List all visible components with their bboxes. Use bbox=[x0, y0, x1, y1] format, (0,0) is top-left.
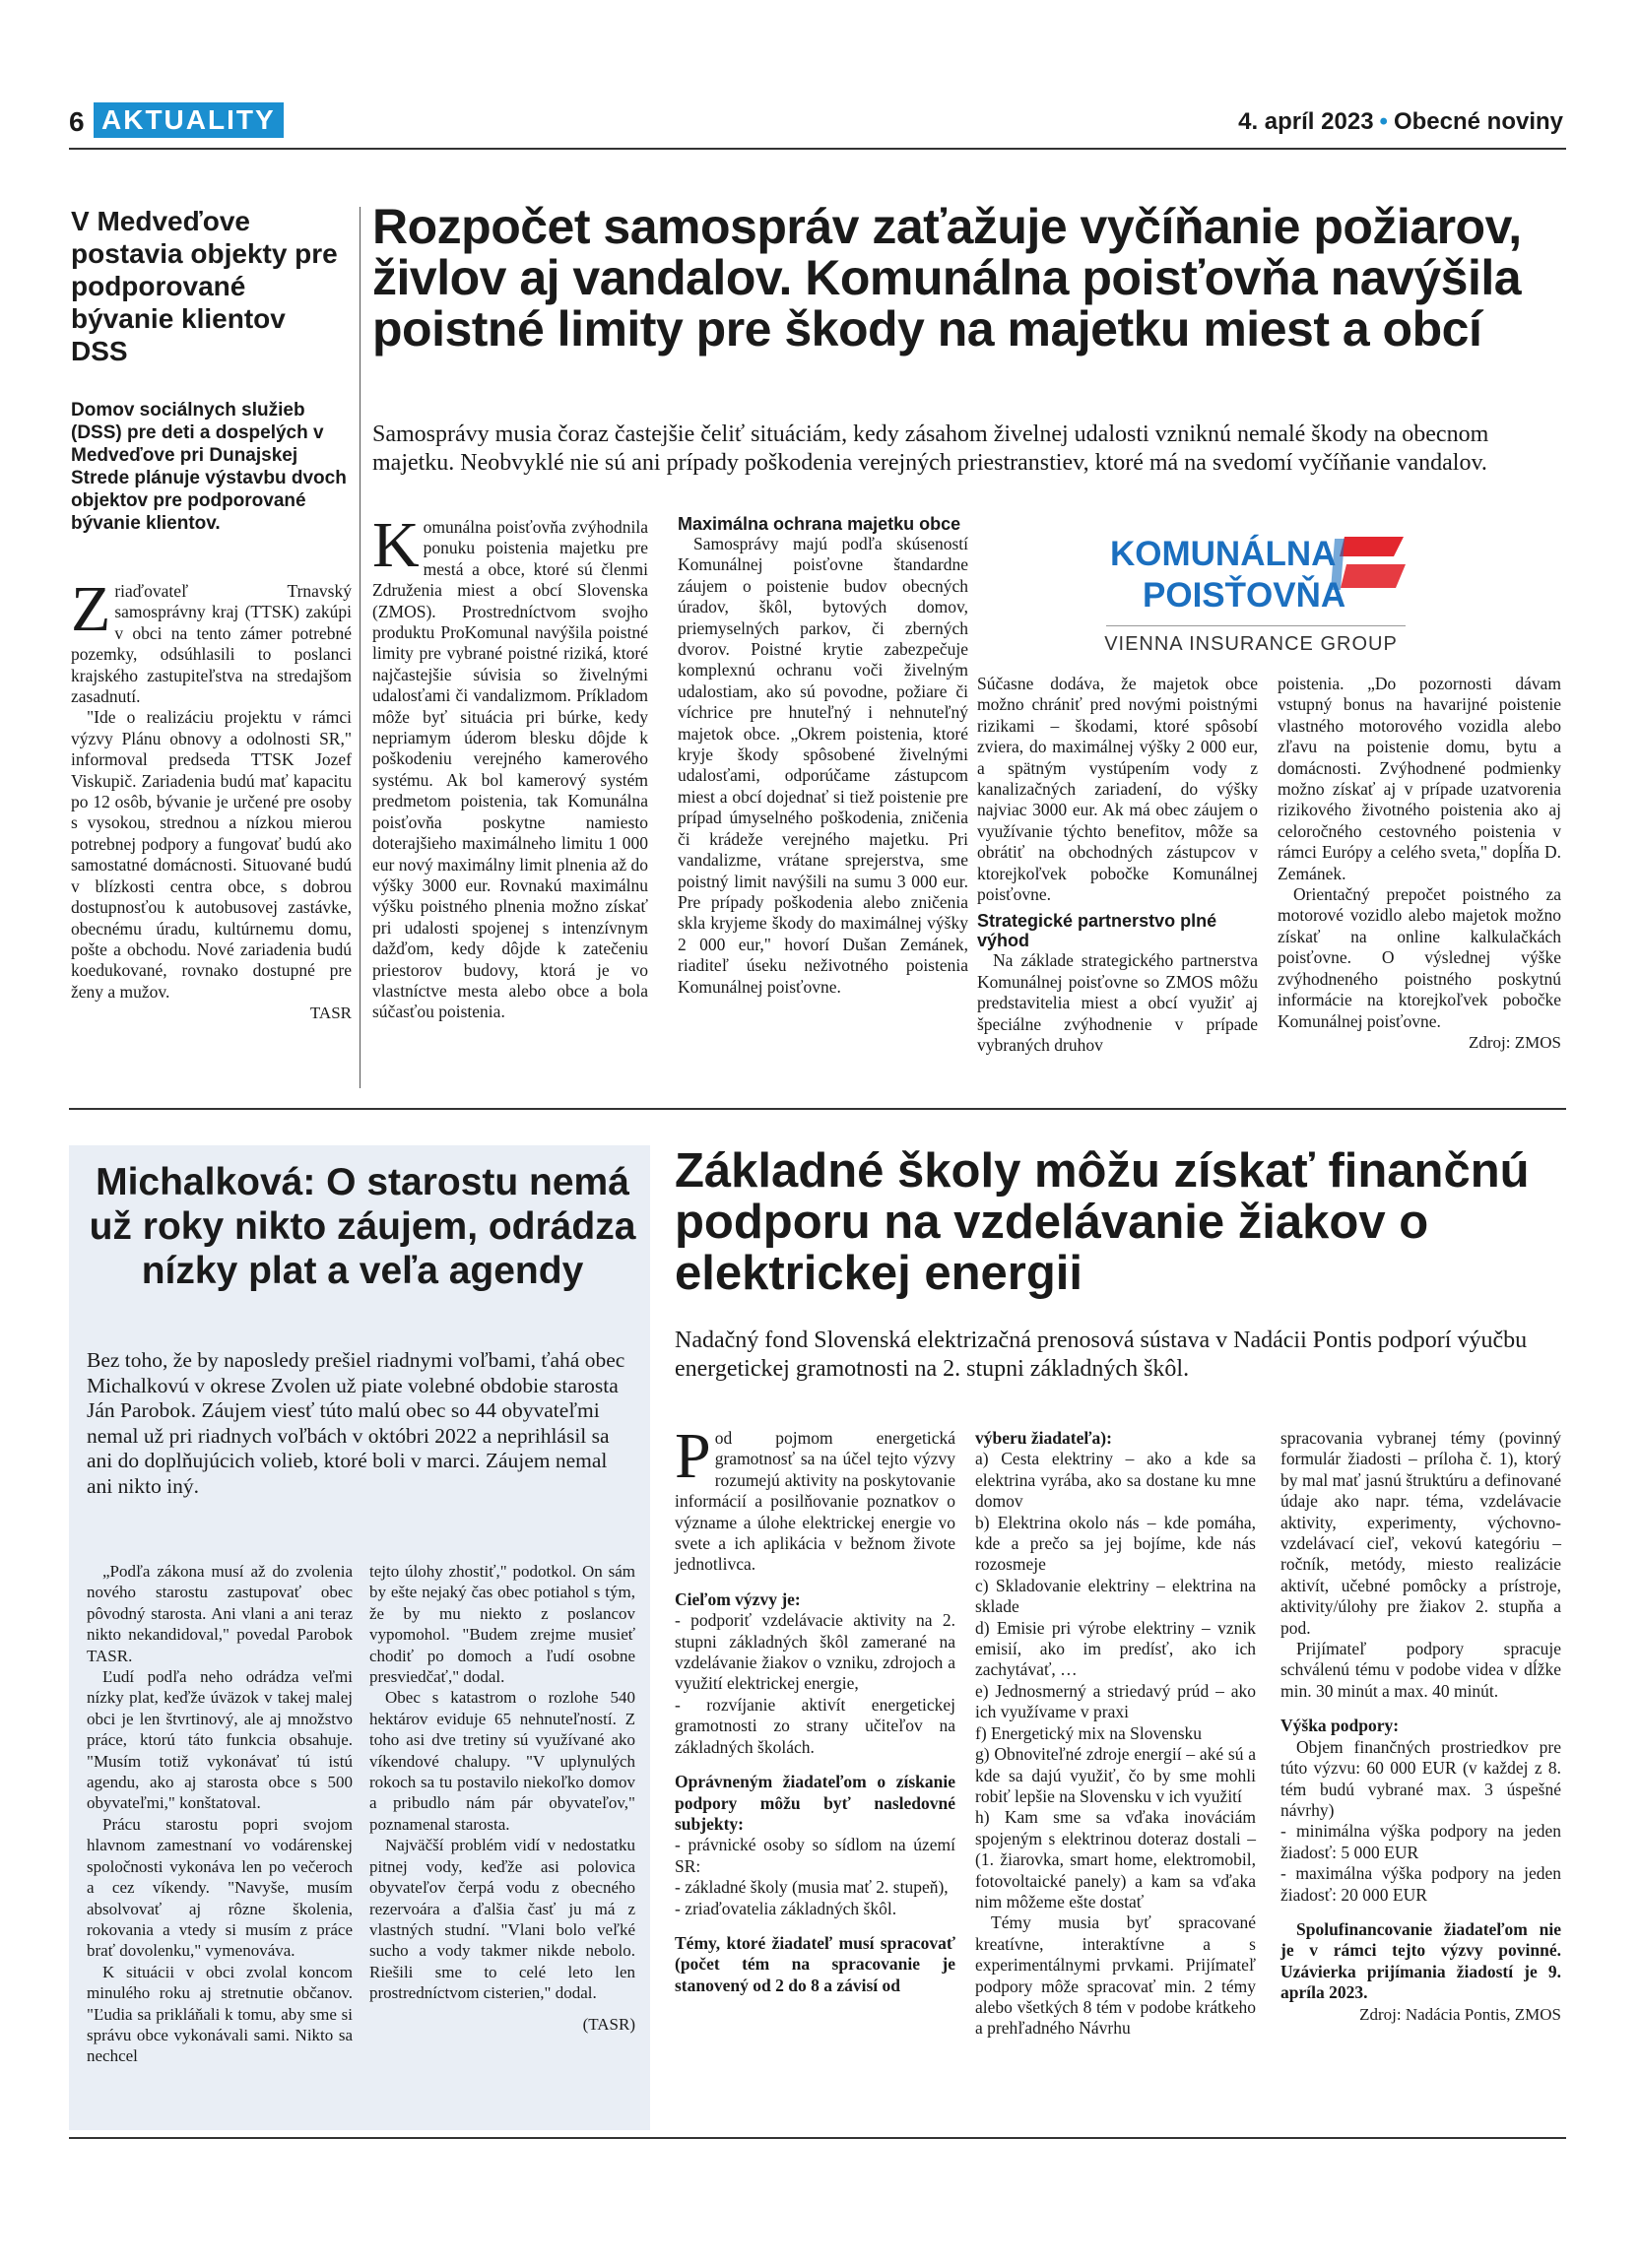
school-article-lead: Nadačný fond Slovenská elektrizačná prenosová sústava v Nadácii Pontis podporí výučbu energetickej gramotnosti na 2. stupni základných škôl. bbox=[675, 1328, 1528, 1382]
school-article-title: Základné školy môžu získať finančnú podporu na vzdelávanie žiakov o elektrickej energii bbox=[675, 1144, 1530, 1300]
section-label: AKTUALITY bbox=[94, 102, 284, 138]
school-article-paragraph: Prijímateľ podpory spracuje schválenú tému v podobe videa v dĺžke min. 30 minút a max. 40 minút. bbox=[1280, 1639, 1561, 1701]
side-article-lead: Domov sociálnych služieb (DSS) pre deti a dospelých v Medveďove pri Dunajskej Strede plánuje výstavbu dvoch objektov pre podporované bývanie klientov. bbox=[71, 400, 347, 534]
top-rule bbox=[69, 148, 1566, 150]
logo-text-2: POISŤOVŇA bbox=[1143, 576, 1346, 615]
separator-dot: • bbox=[1379, 108, 1388, 135]
column-divider bbox=[360, 207, 361, 1088]
main-article-paragraph: Samosprávy majú podľa skúseností Komunálnej poisťovne štandardne záujem o poistenie budov obecných úradov, škôl, bytových domov, priemyselných parkov, či zberných dvorov. Poistné krytie zabezpečuje komplexnú ochranu voči živelným udalostiam, ako sú povodne, požiare či víchrice pre hnuteľný i nehnuteľný majetok obce. „Okrem poistenia, ktoré kryje škody spôsobené živelnými udalosťami, odporúčame zástupcom miest a obcí dojednať si tiež poistenie pre prípad úmyselného poškodenia, zničenia či krádeže verejného majetku. Pri vandalizme, vrátane sprejerstva, sme poistný limit navýšili na sumu 3 000 eur. Pre prípady poškodenia alebo zničenia skla kryjeme škody do maximálnej výšky 2 000 eur," hovorí Dušan Zemánek, riaditeľ úseku neživotného poistenia Komunálnej poisťovne. bbox=[678, 534, 968, 997]
box-article-paragraph: Ľudí podľa neho odrádza veľmi nízky plat, keďže úväzok v takej malej obci je len štvrtinový, ale aj množstvo práce, ktorú táto funkcia obsahuje. "Musím totiž vykonávať tú istú agendu, ako aj starosta obce s 500 obyvateľmi," konštatoval. bbox=[87, 1667, 353, 1813]
bottom-rule bbox=[69, 2137, 1566, 2139]
subheading: Maximálna ochrana majetku obce bbox=[678, 514, 961, 534]
list-item: - právnické osoby so sídlom na území SR: bbox=[675, 1835, 955, 1876]
publication-name: Obecné noviny bbox=[1393, 108, 1563, 135]
side-article-body bbox=[71, 573, 352, 1024]
list-item: h) Kam sme sa vďaka inováciám spojeným s elektrinou doteraz dostali – (1. žiarovka, smart home, elektromobil, fotovoltaické panely) a kam sa vďaka nim môžeme ešte dostať bbox=[975, 1807, 1256, 1912]
main-article-paragraph: Orientačný prepočet poistného za motorové vozidlo alebo majetok možno získať na online kalkulačkách poisťovne. O výslednej výške zvýhodneného poistného poskytnú informácie na ktorejkoľvek pobočke Komunálnej poisťovne. bbox=[1278, 884, 1561, 1031]
list-item: - minimálna výška podpory na jeden žiadosť: 5 000 EUR bbox=[1280, 1821, 1561, 1862]
box-article-col1 bbox=[87, 1561, 353, 2067]
list-item: d) Emisie pri výrobe elektriny – vznik emisií, ako im predísť, ako ich zachytávať, … bbox=[975, 1617, 1256, 1680]
side-article-title: V Medveďove postavia objekty pre podporované bývanie klientov DSS bbox=[71, 206, 338, 366]
list-item: - maximálna výška podpory na jeden žiadosť: 20 000 EUR bbox=[1280, 1863, 1561, 1905]
side-article-paragraph: Zriaďovateľ Trnavský samosprávny kraj (TTSK) zakúpi v obci na tento zámer potrebné pozemky, odsúhlasili to poslanci krajského zastupiteľstva na stredajšom zasadnutí. bbox=[71, 573, 352, 707]
bold-note: Spolufinancovanie žiadateľom nie je v rámci tejto výzvy povinné. Uzávierka prijímania žiadostí je 9. apríla 2023. bbox=[1280, 1918, 1561, 2003]
issue-date: 4. apríl 2023 bbox=[1238, 108, 1374, 135]
school-article-col3 bbox=[1280, 1428, 1561, 2025]
list-item: g) Obnoviteľné zdroje energií – aké sú a kde sa dajú využiť, čo by sme mohli robiť lepšie na Slovensku v ich využití bbox=[975, 1744, 1256, 1806]
main-article-signature: Zdroj: ZMOS bbox=[1469, 1032, 1561, 1052]
box-article-paragraph: tejto úlohy zhostiť," podotkol. On sám by ešte nejaký čas obec potiahol s tým, že by mu niekto z poslancov vypomohol. "Budem zrejme musieť chodiť po domoch a ľudí osobne presviedčať," dodal. bbox=[369, 1562, 635, 1687]
logo-text-3: VIENNA INSURANCE GROUP bbox=[1104, 633, 1398, 655]
school-article-col2 bbox=[975, 1428, 1256, 2040]
list-item: a) Cesta elektriny – ako a kde sa elektrina vyrába, ako sa dostane ku mne domov bbox=[975, 1449, 1256, 1512]
list-item: - zriaďovatelia základných škôl. bbox=[675, 1898, 897, 1918]
box-article-paragraph: K situácii v obci zvolal koncom minulého roku aj stretnutie občanov. "Ľudia sa prikláňali k tomu, aby sme si správu obce vykonávali sami. Nikto sa nechcel bbox=[87, 1962, 353, 2066]
list-heading: Výška podpory: bbox=[1280, 1716, 1400, 1736]
school-article-signature: Zdroj: Nadácia Pontis, ZMOS bbox=[1359, 2004, 1561, 2024]
drop-cap: Z bbox=[71, 573, 111, 645]
middle-rule bbox=[69, 1108, 1566, 1110]
list-item: f) Energetický mix na Slovensku bbox=[975, 1722, 1203, 1743]
main-article-col1: Komunálna poisťovňa zvýhodnila ponuku poistenia majetku pre mestá a obce, ktoré sú členmi Združenia miest a obcí Slovenska (ZMOS). Prostredníctvom svojho produktu ProKomunal navýšila poistné limity pre vybrané poistné riziká, ktoré najčastejšie súvisia so živelnými udalosťami či vandalizmom. Príkladom môže byť situácia pri búrke, kedy nepriamym úderom blesku dôjde k poškodeniu verejného kamerového systému. Ak bol kamerový systém predmetom poistenia, tak Komunálna poisťovňa poskytne namiesto doterajšieho maximálneho limitu 1 000 eur nový maximálny limit plnenia až do výšky 3000 eur. Rovnakú maximálnu výšku poistného plnenia možno získať pri udalosti spojenej s intenzívnym dažďom, kedy dôjde k zatečeniu priestorov budovy, ktorá je vo vlastníctve mesta alebo obce a bola súčasťou poistenia. bbox=[372, 509, 648, 1022]
list-heading: Témy, ktoré žiadateľ musí spracovať (počet tém na spracovanie je stanovený od 2 do 8 a závisí od bbox=[675, 1932, 955, 1995]
main-article-paragraph: Na základe strategického partnerstva Komunálnej poisťovne so ZMOS môžu predstavitelia miest a obcí využiť aj špeciálne zvýhodnenie v prípade vybraných druhov bbox=[977, 950, 1258, 1056]
list-item: - základné školy (musia mať 2. stupeň), bbox=[675, 1877, 949, 1898]
box-article-signature: (TASR) bbox=[582, 2014, 635, 2034]
school-article-paragraph: Objem finančných prostriedkov pre túto výzvu: 60 000 EUR (v každej z 8. tém budú vybrané max. 3 úspešné návrhy) bbox=[1280, 1736, 1561, 1820]
logo-text-1: KOMUNÁLNA bbox=[1110, 535, 1337, 573]
list-item: - rozvíjanie aktivít energetickej gramotnosti zo strany učiteľov na základných školách. bbox=[675, 1694, 955, 1757]
list-item: - podporiť vzdelávacie aktivity na 2. stupni základných škôl zamerané na vzdelávanie žiakov o vzniku, zdrojoch a využití elektrickej energie, bbox=[675, 1610, 955, 1694]
school-article-paragraph: spracovania vybranej témy (povinný formulár žiadosti – príloha č. 1), ktorý by mal mať jasnú štruktúru a definované údaje ako napr. téma, vzdelávacie aktivity, experimenty, výchovno-vzdelávací cieľ, vekovú kategóriu – ročník, metódy, miesto realizácie aktivít, učebné pomôcky a prístroje, aktivity/úlohy pre žiakov 2. stupňa a pod. bbox=[1280, 1428, 1561, 1638]
dateline bbox=[1238, 108, 1563, 136]
box-article-paragraph: Prácu starostu popri svojom hlavnom zamestnaní vo vodárenskej spoločnosti vykonáva len po večeroch a cez víkendy. "Navyše, musím absolvovať aj rôzne školenia, rokovania a vtedy si musím z práce brať dovolenku," vymenováva. bbox=[87, 1814, 353, 1961]
list-item: e) Jednosmerný a striedavý prúd – ako ich využívame v praxi bbox=[975, 1680, 1256, 1722]
main-article-lead: Samosprávy musia čoraz častejšie čeliť situáciám, kedy zásahom živelnej udalosti vzniknú nemalé škody na obecnom majetku. Neobvyklé nie sú ani prípady poškodenia verejných priestranstiev, ktoré má na svedomí vyčíňanie vandalov. bbox=[372, 421, 1489, 476]
school-article-paragraph: Témy musia byť spracované kreatívne, interaktívne a s experimentálnymi prvkami. Prijímateľ podpory môže spracovať min. 2 témy alebo všetkých 8 tém v podobe krátkeho a prehľadného Návrhu bbox=[975, 1912, 1256, 2039]
main-article-paragraph: Súčasne dodáva, že majetok obce možno chrániť pred novými poistnými rizikami – škodami, ktoré spôsobí zviera, do maximálnej výšky 2 000 eur, a spätným vystúpením vody z kanalizačných zariadení, do výšky najviac 3000 eur. Ak má obec záujem o využívanie týchto benefitov, môže sa obrátiť na obchodných zástupcov v ktorejkoľvek pobočke Komunálnej poisťovne. bbox=[977, 674, 1258, 905]
list-item: c) Skladovanie elektriny – elektrina na sklade bbox=[975, 1575, 1256, 1617]
list-item: b) Elektrina okolo nás – kde pomáha, kde a prečo sa jej bojíme, kde nás rozosmeje bbox=[975, 1512, 1256, 1575]
box-article-paragraph: „Podľa zákona musí až do zvolenia nového starostu zastupovať obec pôvodný starosta. Ani vlani a ani teraz nikto nekandidoval," povedal Parobok TASR. bbox=[87, 1562, 353, 1665]
drop-cap: P bbox=[675, 1420, 711, 1492]
main-article-paragraph: poistenia. „Do pozornosti dávam vstupný bonus na havarijné poistenie vlastného motorového vozidla alebo zľavu na poistenie domu, bytu a domácnosti. Zvýhodnené podmienky možno získať aj v prípade uzatvorenia rizikového životného poistenia ako aj celoročného cestovného poistenia v rámci Európy a celého sveta," dopĺňa D. Zemánek. bbox=[1278, 674, 1561, 883]
logo-divider bbox=[1106, 625, 1406, 626]
side-article-paragraph: "Ide o realizáciu projektu v rámci výzvy Plánu obnovy a odolnosti SR," informoval predseda TTSK Jozef Viskupič. Zariadenia budú mať kapacitu po 12 osôb, bývanie je určené pre osoby s vysokou, strednou a nízkou mierou potrebnej podpory a fungovať budú ako samostatné domácnosti. Situované budú v blízkosti centra obce, s dobrou dostupnosťou k autobusovej zastávke, obecnému úradu, kultúrnemu domu, pošte a obchodu. Nové zariadenia budú koedukované, rovnako dostupné pre ženy a mužov. bbox=[71, 707, 352, 1002]
page-number: 6 bbox=[69, 106, 85, 137]
box-article-col2 bbox=[369, 1561, 635, 2035]
drop-cap: K bbox=[372, 509, 420, 581]
main-article-title: Rozpočet samospráv zaťažuje vyčíňanie požiarov, živlov aj vandalov. Komunálna poisťovňa navýšila poistné limity pre škody na majetku miest a obcí bbox=[372, 199, 1522, 356]
side-article-signature: TASR bbox=[309, 1004, 352, 1023]
main-article-col4 bbox=[1278, 674, 1561, 1053]
main-article-col2 bbox=[678, 514, 968, 998]
komunalna-poistovna-logo bbox=[1098, 517, 1423, 665]
school-article-col1: Pod pojmom energetická gramotnosť sa na účel tejto výzvy rozumejú aktivity na poskytovanie informácií a posilňovanie poznatkov o význame a úlohe elektrickej energie vo svete a ich aplikácia v bežnom živote jednotlivca. Cieľom výzvy je: - podporiť vzdelávacie aktivity na 2. stupni základných škôl zamerané na vzdelávanie žiakov o vzniku, zdrojoch a využití elektrickej energie, - rozvíjanie aktivít energetickej gramotnosti zo strany učiteľov na základných školách. Oprávneným žiadateľom o získanie podpory môžu byť nasledovné subjekty: - právnické osoby so sídlom na území SR: - základné školy (musia mať 2. stupeň), - zriaďovatelia základných škôl. Témy, ktoré žiadateľ musí spracovať (počet tém na spracovanie je stanovený od 2 do 8 a závisí od bbox=[675, 1420, 955, 1995]
box-article-title: Michalková: O starostu nemá už roky nikto záujem, odrádza nízky plat a veľa agendy bbox=[89, 1161, 636, 1292]
box-article-paragraph: Obec s katastrom o rozlohe 540 hektárov eviduje 65 nehnuteľností. Z toho asi dve tretiny sú využívané ako víkendové chalupy. "V uplynulých rokoch sa tu postavilo niekoľko domov a pribudlo nám pár obyvateľov," poznamenal starosta. bbox=[369, 1688, 635, 1834]
box-article-lead: Bez toho, že by naposledy prešiel riadnymi voľbami, ťahá obec Michalkovú v okrese Zvolen už piate volebné obdobie starosta Ján Parobok. Záujem viesť túto malú obec so 44 obyvateľmi nemal už pri riadnych voľbách v októbri 2022 a neprihlásil sa ani do doplňujúcich volieb, ktoré boli v marci. Záujem nemal ani nikto iný. bbox=[87, 1348, 625, 1498]
subheading: Strategické partnerstvo plné výhod bbox=[977, 911, 1217, 951]
list-heading: Oprávneným žiadateľom o získanie podpory môžu byť nasledovné subjekty: bbox=[675, 1772, 955, 1834]
box-article-paragraph: Najväčší problém vidí v nedostatku pitnej vody, keďže asi polovica obyvateľov čerpá vodu z obecného rezervoára a ďalšia časť ju má z vlastných studní. "Vlani bolo veľké sucho a vody takmer nikde nebolo. Riešili sme to celé leto len prostredníctvom cisterien," dodal. bbox=[369, 1836, 635, 2003]
list-heading: Cieľom výzvy je: bbox=[675, 1588, 801, 1609]
main-article-col3 bbox=[977, 674, 1258, 1057]
list-heading: výberu žiadateľa): bbox=[975, 1428, 1112, 1448]
